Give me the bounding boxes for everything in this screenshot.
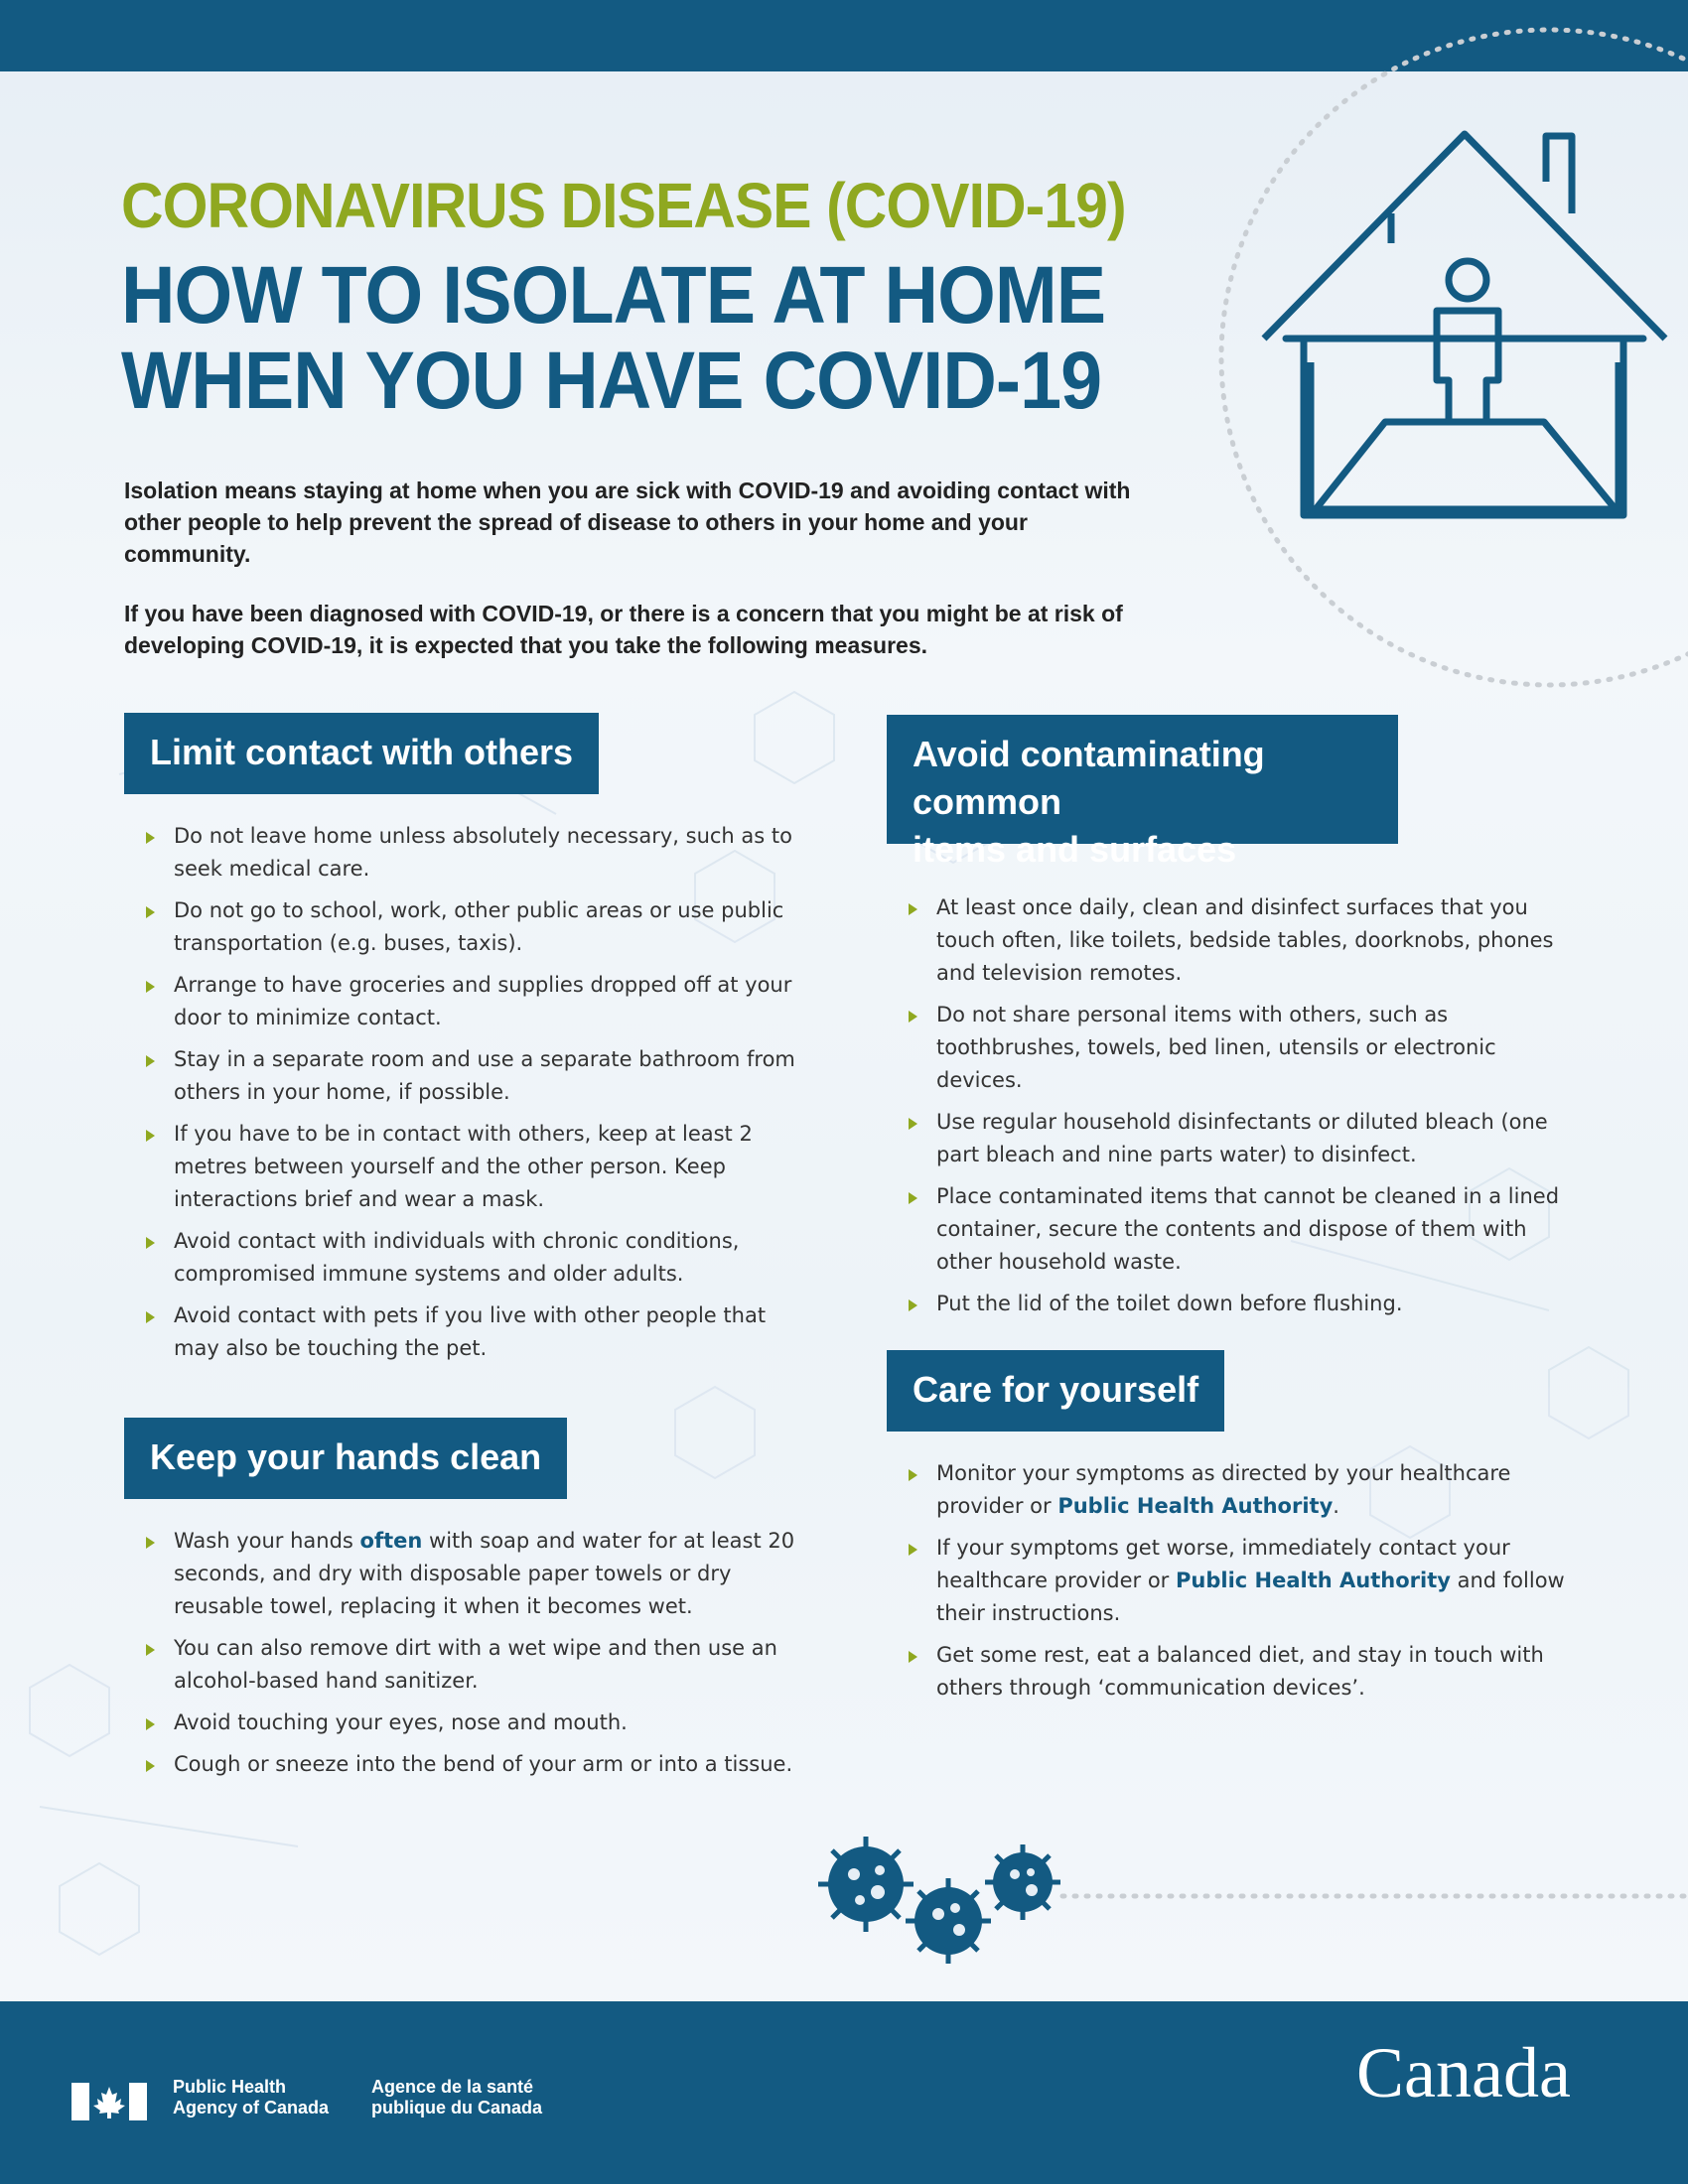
list-item-text: Do not go to school, work, other public areas or use public transportation (e.g. buses, taxis).: [174, 898, 784, 955]
public-health-authority-link[interactable]: Public Health Authority: [1057, 1494, 1334, 1518]
list-item-text: Wash your hands: [174, 1529, 360, 1553]
section-limit-contact: [124, 713, 799, 1374]
list-item: [124, 820, 799, 886]
list-item: [124, 969, 799, 1034]
list-item-text: Do not leave home unless absolutely necessary, such as to seek medical care.: [174, 824, 792, 881]
list-item-text: Cough or sneeze into the bend of your arm or into a tissue.: [174, 1752, 793, 1776]
arrow-bullet-icon: [146, 1237, 155, 1249]
list-item-text: Arrange to have groceries and supplies dropped off at your door to minimize contact.: [174, 973, 792, 1029]
list-item-text: with soap and water for at least 20 seconds, and dry with disposable paper towels or dry reusable towel, replacing it when it becomes wet.: [174, 1529, 795, 1618]
page-title: [121, 250, 1126, 426]
bullet-list: [887, 1457, 1582, 1705]
list-item: [887, 1639, 1582, 1705]
title-line-a: HOW TO ISOLATE AT HOME: [121, 250, 1106, 341]
house-person-icon: [1256, 94, 1688, 531]
list-item-text: If you have to be in contact with others, keep at least 2 metres between yourself and the other person. Keep interactions brief and wear a mask.: [174, 1122, 753, 1211]
list-item: [124, 1525, 799, 1623]
arrow-bullet-icon: [909, 1651, 917, 1663]
agency-name-english: [173, 2077, 329, 2118]
list-item: [124, 1632, 799, 1698]
list-item-text: Get some rest, eat a balanced diet, and stay in touch with others through ‘communication devices’.: [936, 1643, 1544, 1700]
list-item: [124, 1225, 799, 1291]
list-item-text: Avoid contact with pets if you live with other people that may also be touching the pet.: [174, 1303, 767, 1360]
list-item: [887, 999, 1582, 1097]
heading-line: items and surfaces: [913, 829, 1237, 870]
arrow-bullet-icon: [146, 832, 155, 844]
list-item: [887, 1532, 1582, 1630]
list-item-text: Stay in a separate room and use a separate bathroom from others in your home, if possible.: [174, 1047, 795, 1104]
emphasis-text: often: [359, 1529, 423, 1553]
agency-name-french: [371, 2077, 542, 2118]
section-avoid-contaminating: [887, 715, 1582, 1329]
list-item: [887, 891, 1582, 990]
arrow-bullet-icon: [146, 1311, 155, 1323]
bullet-list: [124, 1525, 799, 1781]
section-care-for-yourself: [887, 1350, 1582, 1713]
list-item-text: At least once daily, clean and disinfect surfaces that you touch often, like toilets, bedside tables, doorknobs, phones and television remotes.: [936, 895, 1554, 985]
list-item-text: Avoid touching your eyes, nose and mouth.: [174, 1710, 628, 1734]
list-item: [124, 1299, 799, 1365]
section-heading: Care for yourself: [887, 1350, 1224, 1432]
public-health-authority-link[interactable]: Public Health Authority: [1176, 1569, 1451, 1592]
arrow-bullet-icon: [146, 1760, 155, 1772]
section-hands-clean: [124, 1418, 799, 1790]
list-item-text: Do not share personal items with others, such as toothbrushes, towels, bed linen, utensils or electronic devices.: [936, 1003, 1496, 1092]
intro-paragraph-1: Isolation means staying at home when you are sick with COVID-19 and avoiding contact with other people to help prevent the spread of disease to others in your home and your community.: [124, 478, 1131, 567]
arrow-bullet-icon: [909, 1469, 917, 1481]
agency-line: Agency of Canada: [173, 2098, 330, 2117]
list-item: [887, 1457, 1582, 1523]
arrow-bullet-icon: [909, 1544, 917, 1556]
arrow-bullet-icon: [909, 1192, 917, 1204]
canada-wordmark: Canada: [1356, 2033, 1571, 2113]
arrow-bullet-icon: [146, 906, 155, 918]
canada-flag-icon: [71, 2083, 147, 2120]
title-line-b: WHEN YOU HAVE COVID-19: [121, 336, 1102, 426]
list-item-text: and follow their instructions.: [936, 1569, 1565, 1625]
list-item: [124, 894, 799, 960]
agency-line: publique du Canada: [371, 2098, 543, 2117]
arrow-bullet-icon: [146, 1644, 155, 1656]
list-item: [124, 1706, 799, 1739]
intro-paragraph-2: If you have been diagnosed with COVID-19, or there is a concern that you might be at risk of developing COVID-19, it is expected that you take the following measures.: [124, 601, 1123, 658]
top-banner: [0, 0, 1688, 71]
document-subtitle: CORONAVIRUS DISEASE (COVID-19): [121, 170, 1126, 241]
arrow-bullet-icon: [909, 1118, 917, 1130]
list-item: [887, 1106, 1582, 1171]
list-item-text: Put the lid of the toilet down before flushing.: [936, 1292, 1403, 1315]
arrow-bullet-icon: [146, 1130, 155, 1142]
arrow-bullet-icon: [146, 981, 155, 993]
list-item: [124, 1748, 799, 1781]
section-heading: [887, 715, 1398, 870]
list-item-text: Avoid contact with individuals with chronic conditions, compromised immune systems and older adults.: [174, 1229, 740, 1286]
agency-line: Public Health: [173, 2077, 287, 2097]
agency-line: Agence de la santé: [371, 2077, 534, 2097]
section-heading: Keep your hands clean: [124, 1418, 567, 1499]
list-item-text: Use regular household disinfectants or diluted bleach (one part bleach and nine parts water) to disinfect.: [936, 1110, 1548, 1166]
virus-icon: [804, 1827, 1072, 1976]
list-item-text: .: [1333, 1494, 1339, 1518]
arrow-bullet-icon: [909, 903, 917, 915]
section-heading: Limit contact with others: [124, 713, 599, 794]
heading-line: Avoid contaminating common: [913, 734, 1265, 822]
arrow-bullet-icon: [146, 1055, 155, 1067]
list-item-text: You can also remove dirt with a wet wipe and then use an alcohol-based hand sanitizer.: [174, 1636, 777, 1693]
list-item: [887, 1180, 1582, 1279]
arrow-bullet-icon: [146, 1718, 155, 1730]
list-item: [124, 1118, 799, 1216]
arrow-bullet-icon: [909, 1011, 917, 1023]
list-item: [887, 1288, 1582, 1320]
list-item: [124, 1043, 799, 1109]
arrow-bullet-icon: [909, 1299, 917, 1311]
list-item-text: Place contaminated items that cannot be cleaned in a lined container, secure the contents and dispose of them with other household waste.: [936, 1184, 1560, 1274]
list-item-text: If your symptoms get worse, immediately contact your healthcare provider or: [936, 1536, 1510, 1592]
list-item-text: Monitor your symptoms as directed by your healthcare provider or: [936, 1461, 1511, 1518]
bullet-list: [124, 820, 799, 1365]
bullet-list: [887, 891, 1582, 1320]
arrow-bullet-icon: [146, 1537, 155, 1549]
